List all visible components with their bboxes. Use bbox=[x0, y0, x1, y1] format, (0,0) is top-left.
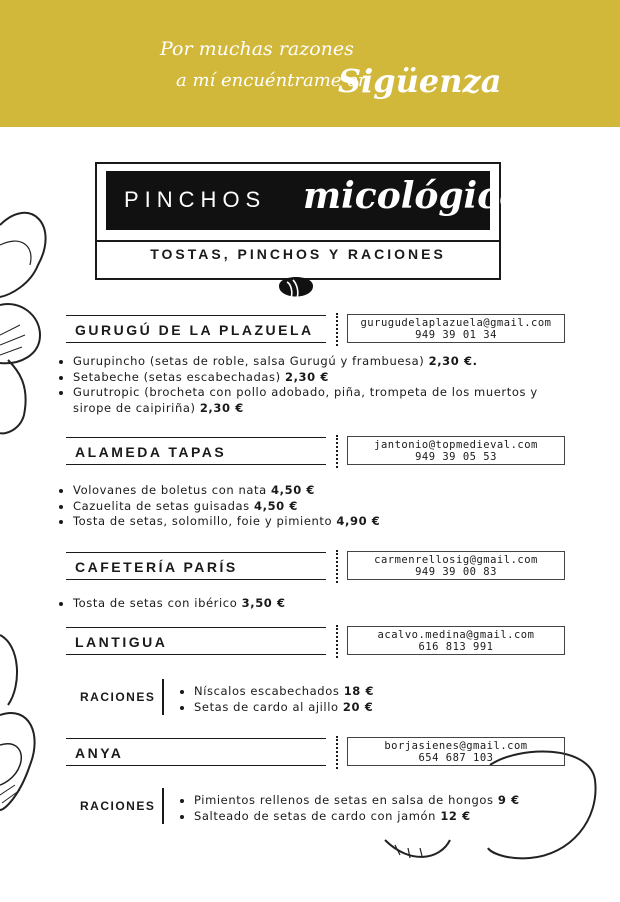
item-price: 12 € bbox=[440, 808, 471, 823]
list-item bbox=[194, 793, 520, 809]
item-price: 2,30 € bbox=[199, 400, 244, 415]
item-text: Pimientos rellenos de setas en salsa de hongos bbox=[194, 793, 498, 807]
venue-email[interactable]: carmenrellosig@gmail.com bbox=[374, 554, 538, 566]
dotted-divider bbox=[336, 435, 338, 468]
slogan-line-2: a mí encuéntrame en bbox=[176, 70, 370, 91]
dotted-divider bbox=[336, 550, 338, 583]
venue-name: GURUGÚ DE LA PLAZUELA bbox=[66, 315, 326, 343]
venue-contact bbox=[347, 436, 565, 465]
dotted-divider bbox=[336, 736, 338, 769]
venue-contact bbox=[347, 737, 565, 766]
venue-email[interactable]: acalvo.medina@gmail.com bbox=[377, 629, 535, 641]
venue-email[interactable]: gurugudelaplazuela@gmail.com bbox=[360, 317, 552, 329]
item-text: Níscalos escabechados bbox=[194, 684, 344, 698]
venue-email[interactable]: borjasienes@gmail.com bbox=[384, 740, 528, 752]
item-price: 4,50 € bbox=[254, 498, 298, 513]
subtitle: TOSTAS, PINCHOS Y RACIONES bbox=[150, 246, 446, 262]
slogan-line-1: Por muchas razones bbox=[160, 38, 354, 60]
venue-item-list bbox=[55, 596, 543, 612]
item-price: 20 € bbox=[342, 699, 374, 714]
item-price: 3,50 € bbox=[241, 596, 286, 610]
list-item bbox=[194, 684, 374, 700]
title-word-micologicos: micológicos bbox=[303, 175, 544, 217]
list-item bbox=[73, 354, 543, 370]
item-text: Tosta de setas, solomillo, foie y pimiento bbox=[73, 514, 337, 528]
venue-phone[interactable]: 654 687 103 bbox=[418, 752, 494, 764]
item-price: 18 € bbox=[343, 684, 375, 698]
item-text: Volovanes de boletus con nata bbox=[73, 483, 272, 497]
raciones-list bbox=[178, 793, 520, 824]
list-item bbox=[73, 385, 543, 416]
item-text: Tosta de setas con ibérico bbox=[73, 596, 242, 610]
raciones-list bbox=[178, 684, 374, 715]
list-item bbox=[73, 499, 543, 515]
venue-contact bbox=[347, 314, 565, 343]
mushroom-sketch-left-top-icon bbox=[0, 185, 60, 445]
raciones-divider bbox=[162, 679, 164, 715]
raciones-label: RACIONES bbox=[80, 690, 156, 704]
header-banner bbox=[0, 0, 620, 127]
venue-phone[interactable]: 949 39 05 53 bbox=[415, 451, 497, 463]
venue-phone[interactable]: 949 39 00 83 bbox=[415, 566, 497, 578]
item-price: 9 € bbox=[497, 793, 520, 807]
list-item bbox=[194, 809, 520, 825]
item-text: Setabeche (setas escabechadas) bbox=[73, 369, 285, 384]
list-item bbox=[73, 514, 543, 530]
list-item bbox=[73, 483, 543, 499]
list-item bbox=[73, 370, 543, 386]
mushroom-emblem-icon bbox=[277, 268, 315, 304]
venue-phone[interactable]: 949 39 01 34 bbox=[415, 329, 497, 341]
dotted-divider bbox=[336, 313, 338, 346]
item-text: Cazuelita de setas guisadas bbox=[73, 498, 254, 513]
dotted-divider bbox=[336, 625, 338, 658]
venue-phone[interactable]: 616 813 991 bbox=[418, 641, 494, 653]
item-price: 2,30 €. bbox=[428, 354, 478, 368]
item-price: 4,90 € bbox=[336, 514, 381, 528]
list-item bbox=[73, 596, 543, 612]
raciones-divider bbox=[162, 788, 164, 824]
mushroom-sketch-left-bottom-icon bbox=[0, 625, 45, 825]
venue-item-list bbox=[55, 483, 543, 530]
item-text: Gurupincho (setas de roble, salsa Gurugú y frambuesa) bbox=[73, 354, 429, 368]
venue-name: ANYA bbox=[66, 738, 326, 766]
item-price: 2,30 € bbox=[284, 369, 329, 384]
venue-item-list bbox=[55, 354, 543, 416]
venue-name: ALAMEDA TAPAS bbox=[66, 437, 326, 465]
venue-email[interactable]: jantonio@topmedieval.com bbox=[374, 439, 538, 451]
title-frame bbox=[95, 162, 544, 242]
venue-name: LANTIGUA bbox=[66, 627, 326, 655]
item-text: Gurutropic (brocheta con pollo adobado, piña, trompeta de los muertos y sirope de caipiriña) bbox=[73, 385, 538, 415]
title-word-pinchos: PINCHOS bbox=[124, 187, 267, 212]
slogan-town: Sigüenza bbox=[338, 62, 502, 100]
title-bar bbox=[106, 171, 544, 230]
venue-name: CAFETERÍA PARÍS bbox=[66, 552, 326, 580]
item-text: Setas de cardo al ajillo bbox=[194, 699, 343, 714]
list-item bbox=[194, 700, 374, 716]
item-price: 4,50 € bbox=[271, 483, 316, 497]
venue-contact bbox=[347, 626, 565, 655]
venue-contact bbox=[347, 551, 565, 580]
item-text: Salteado de setas de cardo con jamón bbox=[194, 808, 441, 823]
raciones-label: RACIONES bbox=[80, 799, 156, 813]
